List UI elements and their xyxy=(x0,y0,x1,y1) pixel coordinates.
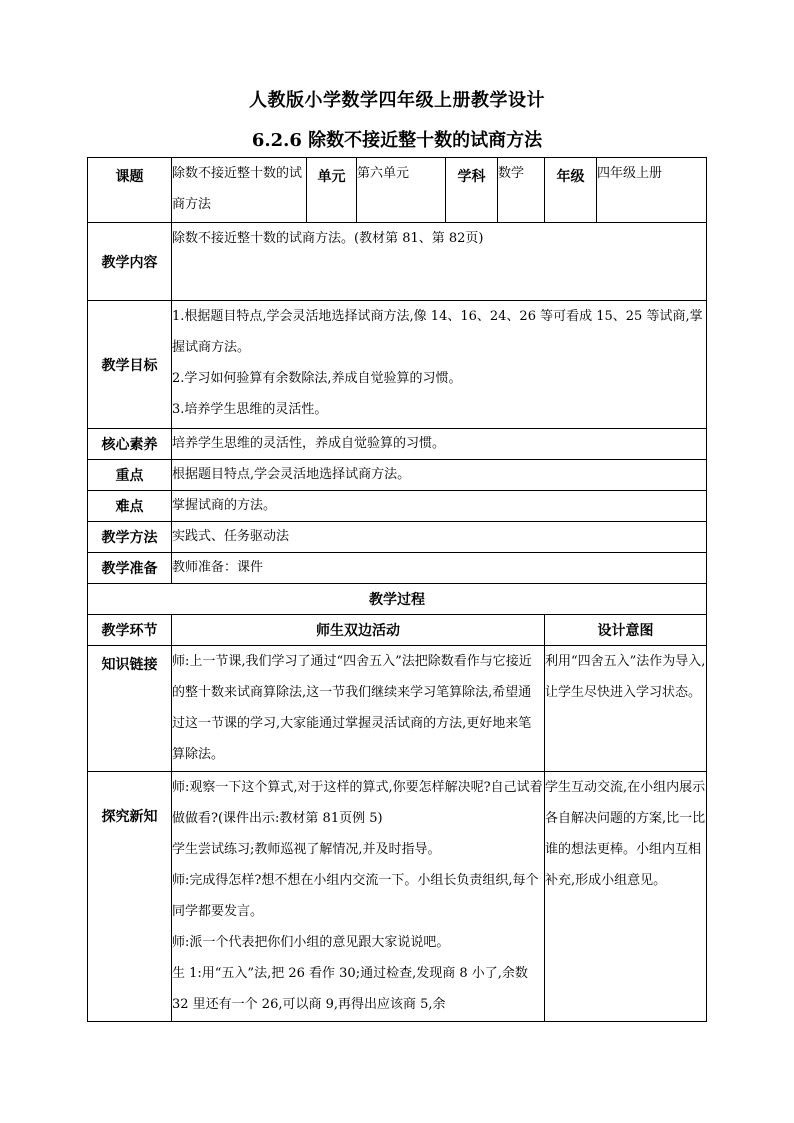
document-title: 人教版小学数学四年级上册教学设计 xyxy=(249,90,545,111)
process-title: 教学过程 xyxy=(88,584,707,615)
goals-label: 教学目标 xyxy=(88,301,172,429)
process-activity xyxy=(172,772,545,1022)
process-intent: 学生互动交流,在小组内展示各自解决问题的方案,比一比谁的想法更棒。小组内互相补充,形成小组意见。 xyxy=(545,772,707,1022)
subject-value: 数学 xyxy=(498,158,545,223)
content-row xyxy=(88,223,707,301)
grade-label: 年级 xyxy=(545,158,597,223)
subject-label: 学科 xyxy=(446,158,498,223)
difficulty-row xyxy=(88,491,707,522)
activity-paragraph: 师:完成得怎样?想不想在小组内交流一下。小组长负责组织,每个同学都要发言。 xyxy=(172,873,539,919)
activity-paragraph: 师:派一个代表把你们小组的意见跟大家说说吧。 xyxy=(172,935,450,950)
prep-value: 教师准备：课件 xyxy=(172,553,707,584)
grade-value: 四年级上册 xyxy=(597,158,707,223)
key-point-row xyxy=(88,460,707,491)
goal-item: 2.学习如何验算有余数除法,养成自觉验算的习惯。 xyxy=(172,371,462,386)
goal-item: 3.培养学生思维的灵活性。 xyxy=(172,402,328,417)
info-row xyxy=(88,158,707,223)
process-row xyxy=(88,646,707,772)
activity-paragraph: 师:观察一下这个算式,对于这样的算式,你要怎样解决呢?自己试着做做看?(课件出示:教材第 81页例 5) xyxy=(172,780,543,826)
prep-row xyxy=(88,553,707,584)
process-row xyxy=(88,772,707,1022)
process-stage: 探究新知 xyxy=(88,772,172,1022)
goals-row xyxy=(88,301,707,429)
lesson-plan-table xyxy=(87,157,707,1022)
goal-item: 1.根据题目特点,学会灵活地选择试商方法,像 14、16、24、26 等可看成 15、25 等试商,掌握试商方法。 xyxy=(172,309,703,355)
unit-value: 第六单元 xyxy=(357,158,446,223)
col-intent-header: 设计意图 xyxy=(545,615,707,646)
process-header-row xyxy=(88,615,707,646)
topic-value: 除数不接近整十数的试商方法 xyxy=(172,158,307,223)
goals-list xyxy=(172,301,707,429)
key-point-label: 重点 xyxy=(88,460,172,491)
activity-paragraph: 师:上一节课,我们学习了通过“四舍五入”法把除数看作与它接近的整十数来试商算除法,这一节我们继续来学习笔算除法,希望通过这一节课的学习,大家能通过掌握灵活试商的方法,更好地来笔算除法。 xyxy=(172,654,532,762)
key-point-value: 根据题目特点,学会灵活地选择试商方法。 xyxy=(172,460,707,491)
literacy-row xyxy=(88,429,707,460)
difficulty-label: 难点 xyxy=(88,491,172,522)
method-label: 教学方法 xyxy=(88,522,172,553)
difficulty-value: 掌握试商的方法。 xyxy=(172,491,707,522)
lesson-title: 6.2.6 除数不接近整十数的试商方法 xyxy=(251,130,543,151)
process-title-row xyxy=(88,584,707,615)
col-stage-header: 教学环节 xyxy=(88,615,172,646)
prep-label: 教学准备 xyxy=(88,553,172,584)
process-intent: 利用“四舍五入”法作为导入,让学生尽快进入学习状态。 xyxy=(545,646,707,772)
activity-paragraph: 学生尝试练习;教师巡视了解情况,并及时指导。 xyxy=(172,842,441,857)
unit-label: 单元 xyxy=(307,158,357,223)
process-activity xyxy=(172,646,545,772)
method-row xyxy=(88,522,707,553)
method-value: 实践式、任务驱动法 xyxy=(172,522,707,553)
topic-label: 课题 xyxy=(88,158,172,223)
literacy-value: 培养学生思维的灵活性，养成自觉验算的习惯。 xyxy=(172,429,707,460)
col-activity-header: 师生双边活动 xyxy=(172,615,545,646)
process-stage: 知识链接 xyxy=(88,646,172,772)
activity-paragraph: 生 1:用“五入”法,把 26 看作 30;通过检查,发现商 8 小了,余数 32 里还有一个 26,可以商 9,再得出应该商 5,余 xyxy=(172,966,528,1012)
content-label: 教学内容 xyxy=(88,223,172,301)
literacy-label: 核心素养 xyxy=(88,429,172,460)
content-value: 除数不接近整十数的试商方法。(教材第 81、第 82页) xyxy=(172,223,707,301)
